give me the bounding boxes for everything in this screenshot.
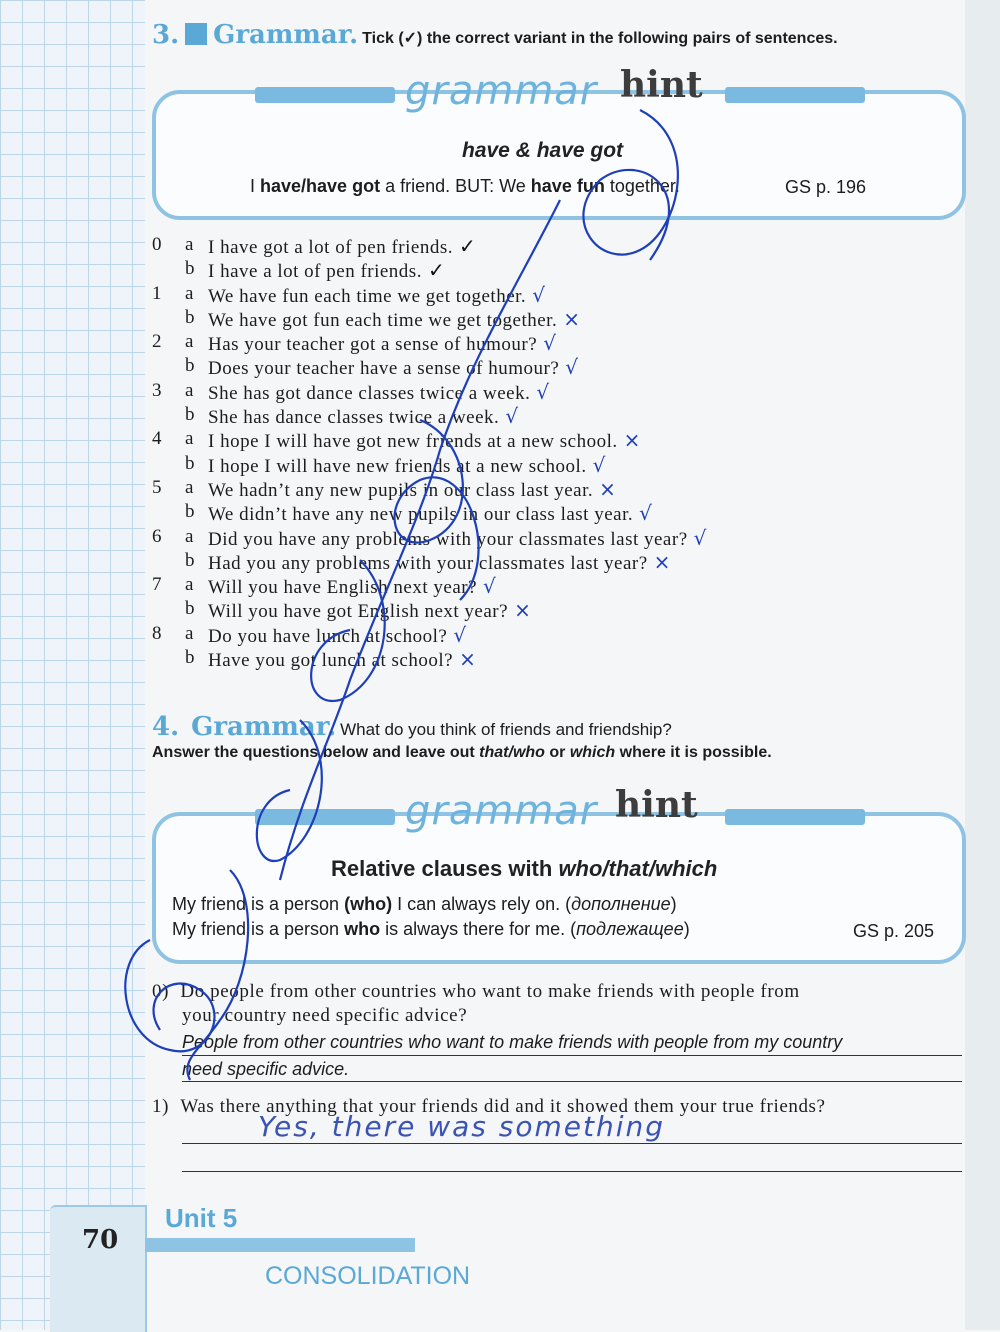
grammar-hint-label: grammar — [405, 788, 598, 834]
exercise-3-header — [152, 20, 838, 50]
tick-mark: √ — [505, 404, 519, 429]
answer-line — [182, 1171, 962, 1172]
sentence: We hadn’t any new pupils in our class last year. — [208, 479, 594, 501]
list-item: b Have you got lunch at school? × — [185, 647, 477, 672]
sentence: We have got fun each time we get together. — [208, 309, 558, 331]
answer-line — [182, 1143, 962, 1144]
answer-text: need specific advice. — [182, 1059, 350, 1079]
exercise-instruction: What do you think of friends and friendship? — [340, 720, 672, 739]
star-icon — [185, 23, 207, 45]
cross-mark: × — [459, 647, 477, 672]
page-number-tab — [50, 1205, 147, 1332]
sentence: I have got a lot of pen friends. — [208, 237, 453, 258]
hint-example: My friend is a person (who) I can always rely on. (дополнение) — [172, 894, 677, 914]
list-item: b We didn’t have any new pupils in our class last year. √ — [185, 501, 653, 526]
unit-label: Unit 5 — [165, 1203, 238, 1233]
exercise-number: 3. — [152, 20, 180, 50]
hint-reference: GS p. 196 — [785, 177, 867, 197]
tick-mark: ✓ — [427, 258, 446, 283]
hint-heading: Relative clauses with who/that/which — [331, 856, 718, 881]
sentence: Does your teacher have a sense of humour? — [208, 358, 560, 380]
cross-mark: × — [563, 306, 581, 331]
tick-mark: √ — [483, 574, 497, 599]
exercise-title: Grammar. — [191, 712, 337, 742]
list-item: 8 a Do you have lunch at school? √ — [152, 622, 467, 647]
answer-line — [182, 1055, 962, 1056]
list-item: 0 a I have got a lot of pen friends. ✓ — [152, 234, 477, 258]
pencil-icon — [255, 87, 395, 103]
list-item: b We have got fun each time we get together. × — [185, 306, 581, 331]
hint-example: I have/have got a friend. BUT: We have fun together. — [250, 176, 680, 196]
question-0-line2: your country need specific advice? — [182, 1005, 468, 1026]
sentence: Did you have any problems with your classmates last year? — [208, 528, 688, 550]
list-item: b Will you have got English next year? × — [185, 598, 532, 623]
tick-mark: √ — [592, 452, 606, 477]
tick-mark: √ — [565, 355, 579, 380]
exercise-instruction-line2: Answer the questions below and leave out that/who or which where it is possible. — [152, 744, 772, 761]
answer-line — [182, 1081, 962, 1082]
sentence: Will you have got English next year? — [208, 601, 509, 623]
sentence: I hope I will have got new friends at a new school. — [208, 431, 618, 453]
cross-mark: × — [653, 549, 671, 574]
list-item: 5 a We hadn’t any new pupils in our class last year. × — [152, 476, 617, 501]
pencil-icon — [725, 809, 865, 825]
list-item: b She has dance classes twice a week. √ — [185, 404, 519, 429]
exercise-number: 4. — [152, 712, 180, 742]
sentence: I hope I will have new friends at a new school. — [208, 455, 587, 477]
sentence: We didn’t have any new pupils in our class last year. — [208, 504, 634, 526]
list-item: b I have a lot of pen friends. ✓ — [185, 258, 446, 283]
sentence: Has your teacher got a sense of humour? — [208, 334, 538, 356]
sentence: She has dance classes twice a week. — [208, 407, 500, 429]
cross-mark: × — [514, 598, 532, 623]
exercise-instruction: Tick (✓) the correct variant in the following pairs of sentences. — [362, 30, 838, 47]
list-item: b Does your teacher have a sense of humour? √ — [185, 355, 579, 380]
list-item: 1 a We have fun each time we get together. √ — [152, 282, 546, 307]
list-item: 3 a She has got dance classes twice a week. √ — [152, 379, 550, 404]
tick-mark: √ — [543, 331, 557, 356]
grammar-hint-box — [152, 812, 966, 964]
sentence: Will you have English next year? — [208, 577, 478, 599]
question-0: 0) Do people from other countries who want to make friends with people from — [152, 981, 800, 1002]
grid-margin — [0, 0, 145, 1330]
pencil-icon — [725, 87, 865, 103]
sentence: I have a lot of pen friends. — [208, 261, 422, 283]
handwritten-answer: Yes, there was something — [258, 1110, 666, 1143]
unit-bar — [145, 1238, 415, 1252]
list-item: 6 a Did you have any problems with your classmates last year? √ — [152, 525, 707, 550]
pencil-icon — [255, 809, 395, 825]
sentence: We have fun each time we get together. — [208, 285, 527, 307]
grammar-hint-label: grammar — [405, 68, 598, 114]
page-number: 70 — [82, 1225, 119, 1255]
list-item: b Had you any problems with your classmates last year? × — [185, 549, 671, 574]
sentence: Had you any problems with your classmates last year? — [208, 552, 648, 574]
sentence: Have you got lunch at school? — [208, 650, 454, 672]
hint-example: My friend is a person who is always there for me. (подлежащее) — [172, 919, 690, 939]
exercise-title: Grammar. — [213, 20, 359, 50]
page-edge — [965, 0, 1000, 1330]
hint-heading: have & have got — [462, 139, 624, 162]
sentence: Do you have lunch at school? — [208, 625, 448, 647]
list-item: 2 a Has your teacher got a sense of humour? √ — [152, 331, 557, 356]
grammar-hint-label: hint — [620, 64, 703, 106]
question-1: 1) Was there anything that your friends did and it showed them your true friends? — [152, 1096, 826, 1117]
tick-mark: √ — [536, 379, 550, 404]
tick-mark: √ — [532, 282, 546, 307]
list-item: b I hope I will have new friends at a new school. √ — [185, 452, 606, 477]
grammar-hint-label: hint — [615, 784, 698, 826]
cross-mark: × — [623, 428, 641, 453]
list-item: 4 a I hope I will have got new friends at a new school. × — [152, 428, 641, 453]
tick-mark: √ — [639, 501, 653, 526]
sentence: She has got dance classes twice a week. — [208, 382, 531, 404]
answer-text: People from other countries who want to make friends with people from my country — [182, 1032, 843, 1052]
section-label: CONSOLIDATION — [265, 1262, 471, 1290]
cross-mark: × — [599, 476, 617, 501]
list-item: 7 a Will you have English next year? √ — [152, 574, 497, 599]
sentence-pairs — [152, 232, 952, 672]
exercise-4-header — [152, 712, 672, 742]
tick-mark: √ — [693, 525, 707, 550]
hint-reference: GS p. 205 — [853, 921, 935, 941]
tick-mark: √ — [453, 622, 467, 647]
tick-mark: ✓ — [458, 234, 477, 258]
